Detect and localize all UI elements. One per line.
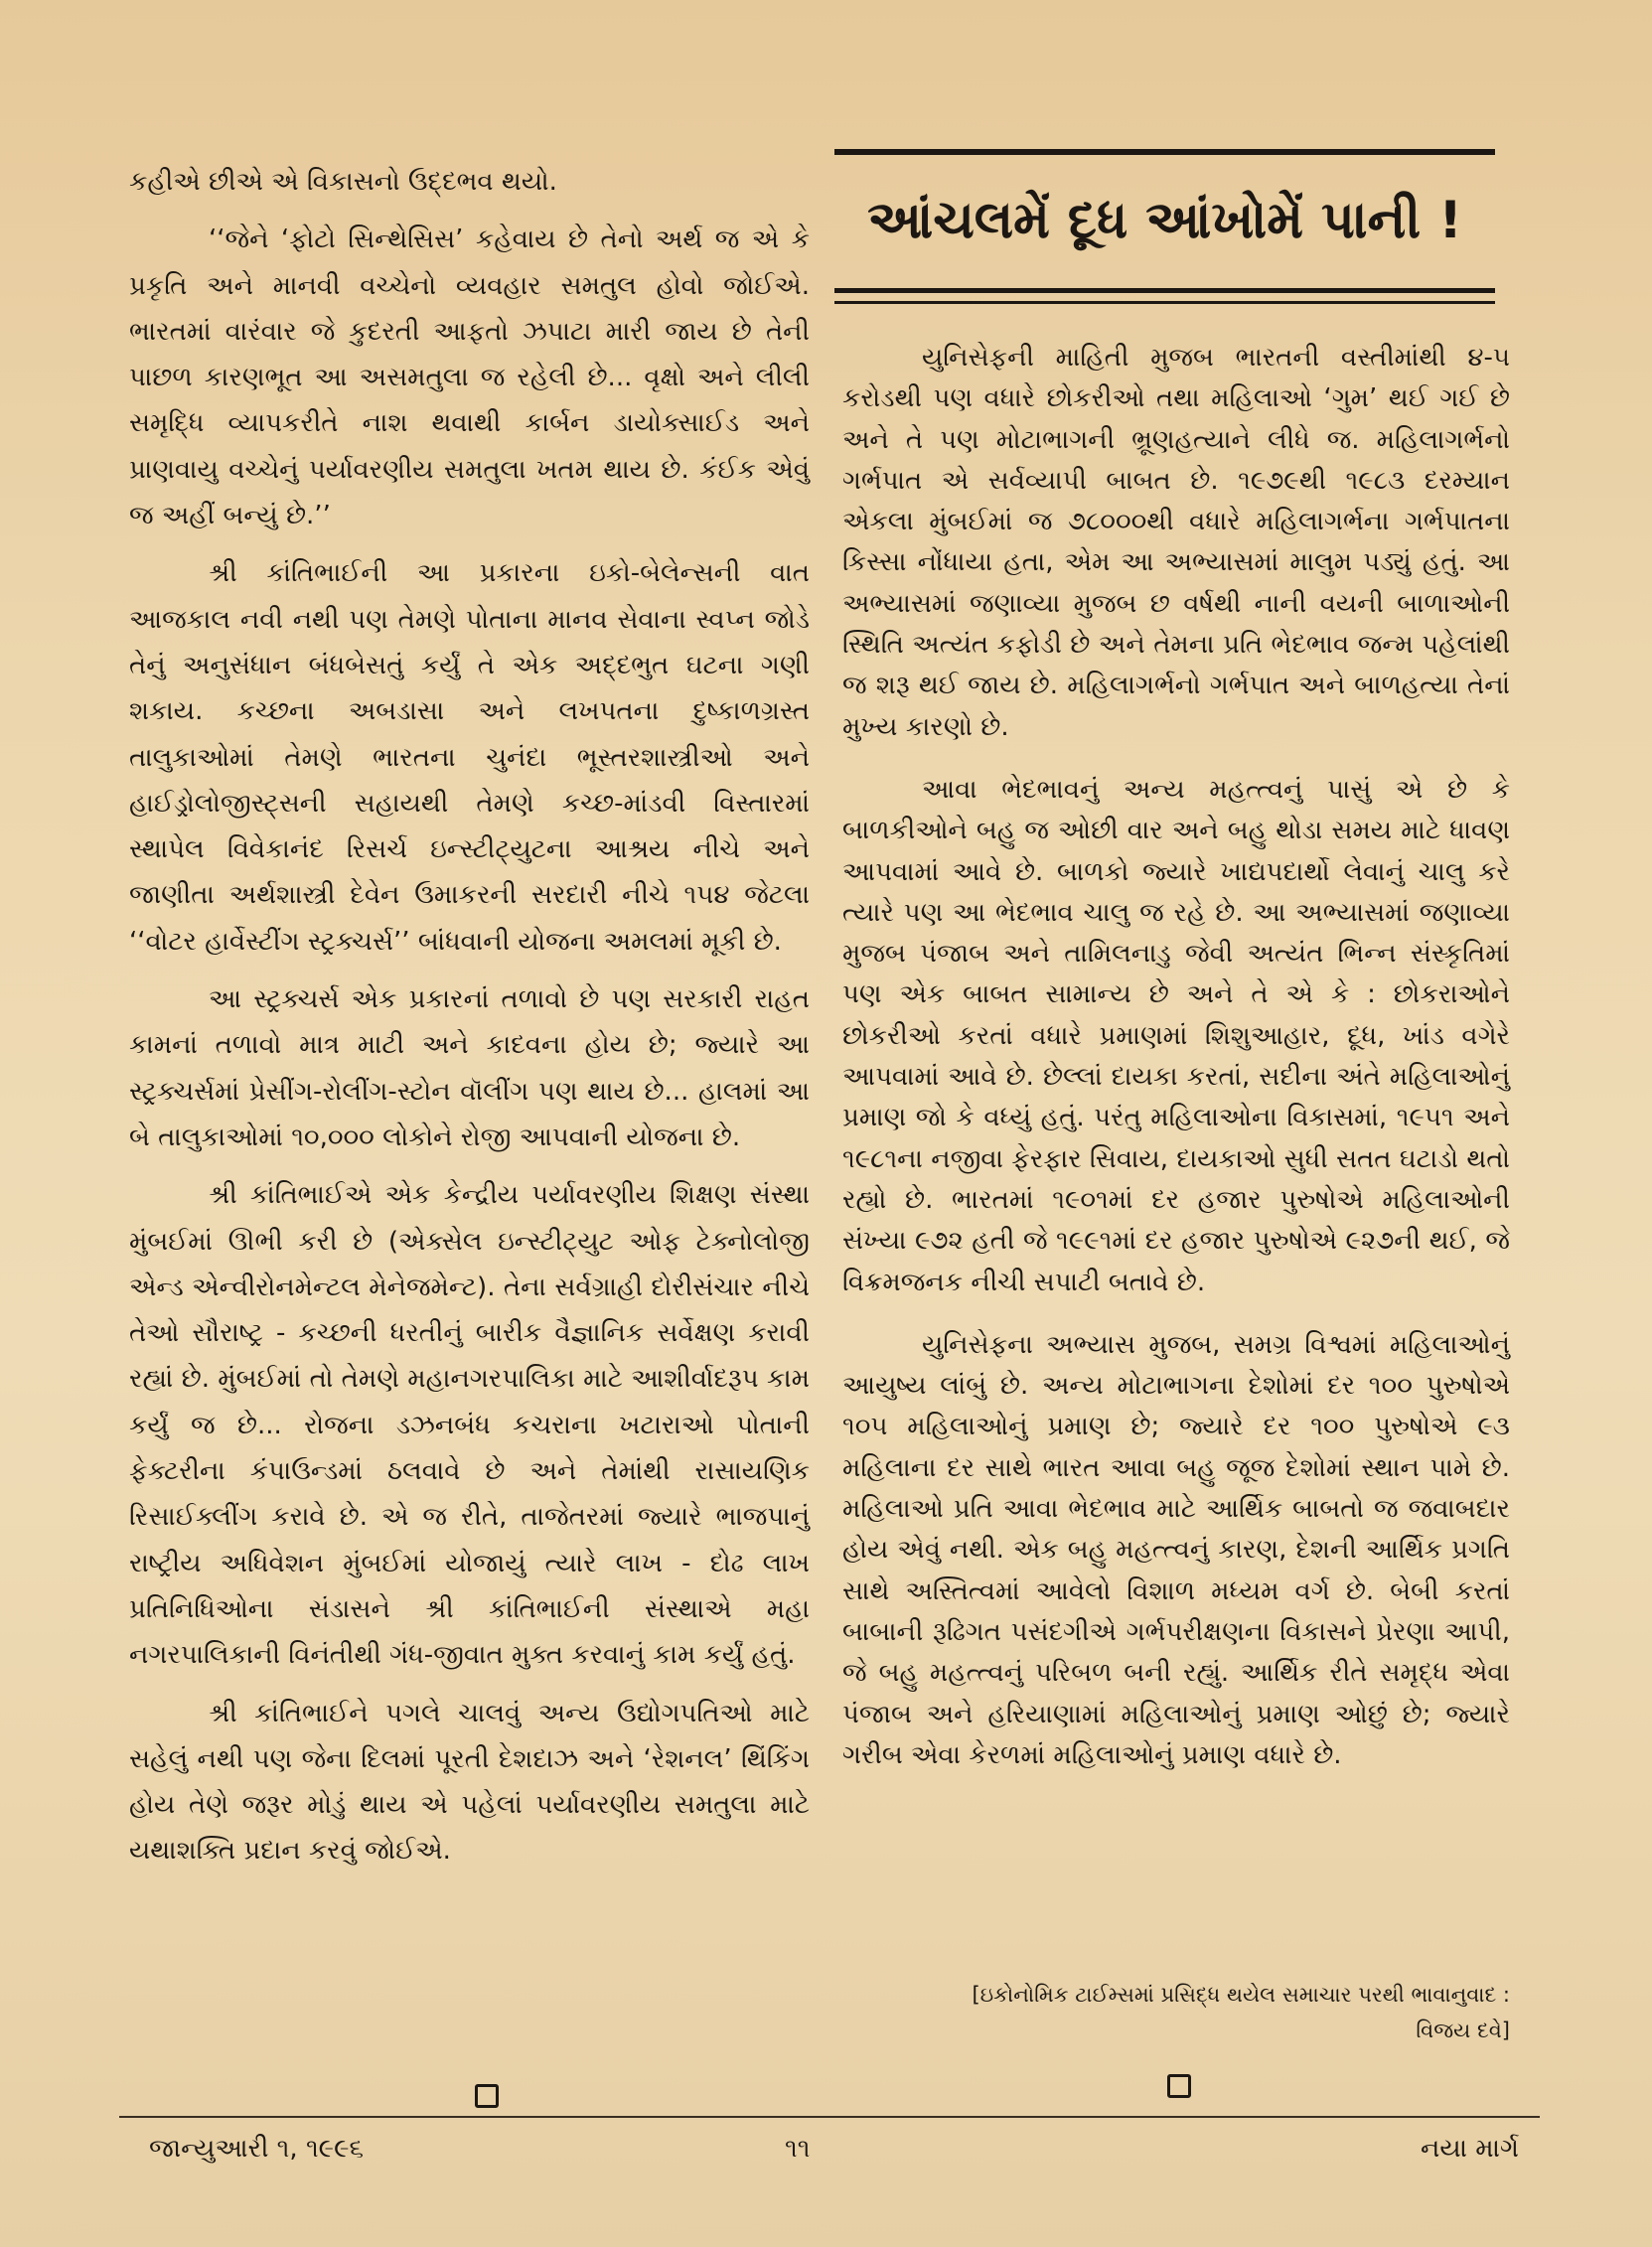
translation-credit xyxy=(874,1977,1510,2048)
left-paragraph-5: શ્રી કાંતિભાઈએ એક કેન્દ્રીય પર્યાવરણીય શિક્ષણ સંસ્થા મુંબઈમાં ઊભી કરી છે (એક્સેલ ઇન્સ્ટીટ્યુટ ઓફ ટેક્નોલોજી એન્ડ એન્વીરોનમેન્ટલ મેનેજમેન્ટ). તેના સર્વગ્રાહી દોરીસંચાર નીચે તેઓ સૌરાષ્ટ્ર - કચ્છની ધરતીનું બારીક વૈજ્ઞાનિક સર્વેક્ષણ કરાવી રહ્યાં છે. મુંબઈમાં તો તેમણે મહાનગરપાલિકા માટે આશીર્વાદરૂપ કામ કર્યું જ છે... રોજના ડઝનબંધ કચરાના ખટારાઓ પોતાની ફેક્ટરીના કંપાઉન્ડમાં ઠલવાવે છે અને તેમાંથી રાસાયણિક રિસાઈક્લીંગ કરાવે છે. એ જ રીતે, તાજેતરમાં જ્યારે ભાજપાનું રાષ્ટ્રીય અધિવેશન મુંબઈમાં યોજાયું ત્યારે લાખ - દોઢ લાખ પ્રતિનિધિઓના સંડાસને શ્રી કાંતિભાઈની સંસ્થાએ મહા નગરપાલિકાની વિનંતીથી ગંધ-જીવાત મુક્ત કરવાનું કામ કર્યું હતું. xyxy=(129,1180,810,1671)
article-paragraph-3: યુનિસેફના અભ્યાસ મુજબ, સમગ્ર વિશ્વમાં મહિલાઓનું આયુષ્ય લાંબું છે. અન્ય મોટાભાગના દેશોમાં દર ૧૦૦ પુરુષોએ ૧૦૫ મહિલાઓનું પ્રમાણ છે; જ્યારે દર ૧૦૦ પુરુષોએ ૯૩ મહિલાના દર સાથે ભારત આવા બહુ જૂજ દેશોમાં સ્થાન પામે છે. મહિલાઓ પ્રતિ આવા ભેદભાવ માટે આર્થિક બાબતો જ જવાબદાર હોય એવું નથી. એક બહુ મહત્ત્વનું કારણ, દેશની આર્થિક પ્રગતિ સાથે અસ્તિત્વમાં આવેલો વિશાળ મધ્યમ વર્ગ છે. બેબી કરતાં બાબાની રૂઢિગત પસંદગીએ ગર્ભપરીક્ષણના વિકાસને પ્રેરણા આપી, જે બહુ મહત્ત્વનું પરિબળ બની રહ્યું. આર્થિક રીતે સમૃદ્ધ એવા પંજાબ અને હરિયાણામાં મહિલાઓનું પ્રમાણ ઓછું છે; જ્યારે ગરીબ એવા કેરળમાં મહિલાઓનું પ્રમાણ વધારે છે. xyxy=(842,1329,1510,1770)
end-mark-left-icon xyxy=(475,2084,499,2108)
credit-line-1: [ઇકોનોમિક ટાઈમ્સમાં પ્રસિદ્ધ થયેલ સમાચાર પરથી ભાવાનુવાદ : xyxy=(972,1983,1510,2007)
credit-line-2: વિજય દવે] xyxy=(1416,2019,1510,2042)
left-paragraph-1: કહીએ છીએ એ વિકાસનો ઉદ્દભવ થયો. xyxy=(129,167,557,197)
article-paragraph-2: આવા ભેદભાવનું અન્ય મહત્ત્વનું પાસું એ છે કે બાળકીઓને બહુ જ ઓછી વાર અને બહુ થોડા સમય માટે ધાવણ આપવામાં આવે છે. બાળકો જ્યારે ખાદ્યપદાર્થો લેવાનું ચાલુ કરે ત્યારે પણ આ ભેદભાવ ચાલુ જ રહે છે. આ અભ્યાસમાં જણાવ્યા મુજબ પંજાબ અને તામિલનાડુ જેવી અત્યંત ભિન્ન સંસ્કૃતિમાં પણ એક બાબત સામાન્ય છે અને તે એ કે : છોકરાઓને છોકરીઓ કરતાં વધારે પ્રમાણમાં શિશુઆહાર, દૂધ, ખાંડ વગેરે આપવામાં આવે છે. છેલ્લાં દાયકા કરતાં, સદીના અંતે મહિલાઓનું પ્રમાણ જો કે વધ્યું હતું. પરંતુ મહિલાઓના વિકાસમાં, ૧૯૫૧ અને ૧૯૮૧ના નજીવા ફેરફાર સિવાય, દાયકાઓ સુધી સતત ઘટાડો થતો રહ્યો છે. ભારતમાં ૧૯૦૧માં દર હજાર પુરુષોએ મહિલાઓની સંખ્યા ૯૭૨ હતી જે ૧૯૯૧માં દર હજાર પુરુષોએ ૯૨૭ની થઈ, જે વિક્રમજનક નીચી સપાટી બતાવે છે. xyxy=(842,774,1510,1297)
left-paragraph-4: આ સ્ટ્રક્ચર્સ એક પ્રકારનાં તળાવો છે પણ સરકારી રાહત કામનાં તળાવો માત્ર માટી અને કાદવના હોય છે; જ્યારે આ સ્ટ્રક્ચર્સમાં પ્રેસીંગ-રોલીંગ-સ્ટોન વૉલીંગ પણ થાય છે... હાલમાં આ બે તાલુકાઓમાં ૧૦,૦૦૦ લોકોને રોજી આપવાની યોજના છે. xyxy=(129,984,810,1152)
title-top-rule xyxy=(834,149,1495,155)
page-number: ૧૧ xyxy=(785,2134,811,2164)
left-paragraph-6: શ્રી કાંતિભાઈને પગલે ચાલવું અન્ય ઉદ્યોગપતિઓ માટે સહેલું નથી પણ જેના દિલમાં પૂરતી દેશદાઝ અને ‘રેશનલ’ થિંકિંગ હોય તેણે જરૂર મોડું થાય એ પહેલાં પર્યાવરણીય સમતુલા માટે યથાશક્તિ પ્રદાન કરવું જોઈએ. xyxy=(129,1698,810,1867)
title-bottom-rule-thick xyxy=(834,288,1495,293)
footer-date: જાન્યુઆરી ૧, ૧૯૯૬ xyxy=(149,2134,365,2164)
left-column xyxy=(129,159,810,1886)
magazine-name: નયા માર્ગ xyxy=(1421,2134,1520,2164)
title-bottom-rule-thin xyxy=(834,301,1495,304)
end-mark-right-icon xyxy=(1167,2074,1191,2098)
article-paragraph-1: યુનિસેફની માહિતી મુજબ ભારતની વસ્તીમાંથી ૪-૫ કરોડથી પણ વધારે છોકરીઓ તથા મહિલાઓ ‘ગુમ’ થઈ ગઈ છે અને તે પણ મોટાભાગની ભ્રૂણહત્યાને લીધે જ. મહિલાગર્ભનો ગર્ભપાત એ સર્વવ્યાપી બાબત છે. ૧૯૭૯થી ૧૯૮૩ દરમ્યાન એકલા મુંબઈમાં જ ૭૮૦૦૦થી વધારે મહિલાગર્ભના ગર્ભપાતના કિસ્સા નોંધાયા હતા, એમ આ અભ્યાસમાં માલુમ પડ્યું હતું. આ અભ્યાસમાં જણાવ્યા મુજબ છ વર્ષથી નાની વયની બાળાઓની સ્થિતિ અત્યંત કફોડી છે અને તેમના પ્રતિ ભેદભાવ જન્મ પહેલાંથી જ શરૂ થઈ જાય છે. મહિલાગર્ભનો ગર્ભપાત અને બાળહત્યા તેનાં મુખ્ય કારણો છે. xyxy=(842,343,1510,742)
footer-divider xyxy=(119,2116,1540,2118)
left-paragraph-2: ‘‘જેને ‘ફોટો સિન્થેસિસ’ કહેવાય છે તેનો અર્થ જ એ કે પ્રકૃતિ અને માનવી વચ્ચેનો વ્યવહાર સમતુલ હોવો જોઈએ. ભારતમાં વારંવાર જે કુદરતી આફતો ઝપાટા મારી જાય છે તેની પાછળ કારણભૂત આ અસમતુલા જ રહેલી છે... વૃક્ષો અને લીલી સમૃદ્ધિ વ્યાપકરીતે નાશ થવાથી કાર્બન ડાયોક્સાઈડ અને પ્રાણવાયુ વચ્ચેનું પર્યાવરણીય સમતુલા ખતમ થાય છે. કંઈક એવું જ અહીં બન્યું છે.’’ xyxy=(129,225,810,531)
left-paragraph-3: શ્રી કાંતિભાઈની આ પ્રકારના ઇકો-બેલેન્સની વાત આજકાલ નવી નથી પણ તેમણે પોતાના માનવ સેવાના સ્વપ્ન જોડે તેનું અનુસંધાન બંધબેસતું કર્યું તે એક અદ્દભુત ઘટના ગણી શકાય. કચ્છના અબડાસા અને લખપતના દુષ્કાળગ્રસ્ત તાલુકાઓમાં તેમણે ભારતના ચુનંદા ભૂસ્તરશાસ્ત્રીઓ અને હાઈડ્રોલોજીસ્ટ્સની સહાયથી તેમણે કચ્છ-માંડવી વિસ્તારમાં સ્થાપેલ વિવેકાનંદ રિસર્ચ ઇન્સ્ટીટ્યુટના આશ્રય નીચે અને જાણીતા અર્થશાસ્ત્રી દેવેન ઉમાકરની સરદારી નીચે ૧૫૪ જેટલા ‘‘વોટર હાર્વેસ્ટીંગ સ્ટ્રક્ચર્સ’’ બાંધવાની યોજના અમલમાં મૂકી છે. xyxy=(129,558,810,957)
article-title: આંચલમેં દૂધ આંખોમેં પાની ! xyxy=(867,191,1462,250)
article-body xyxy=(842,338,1510,1798)
